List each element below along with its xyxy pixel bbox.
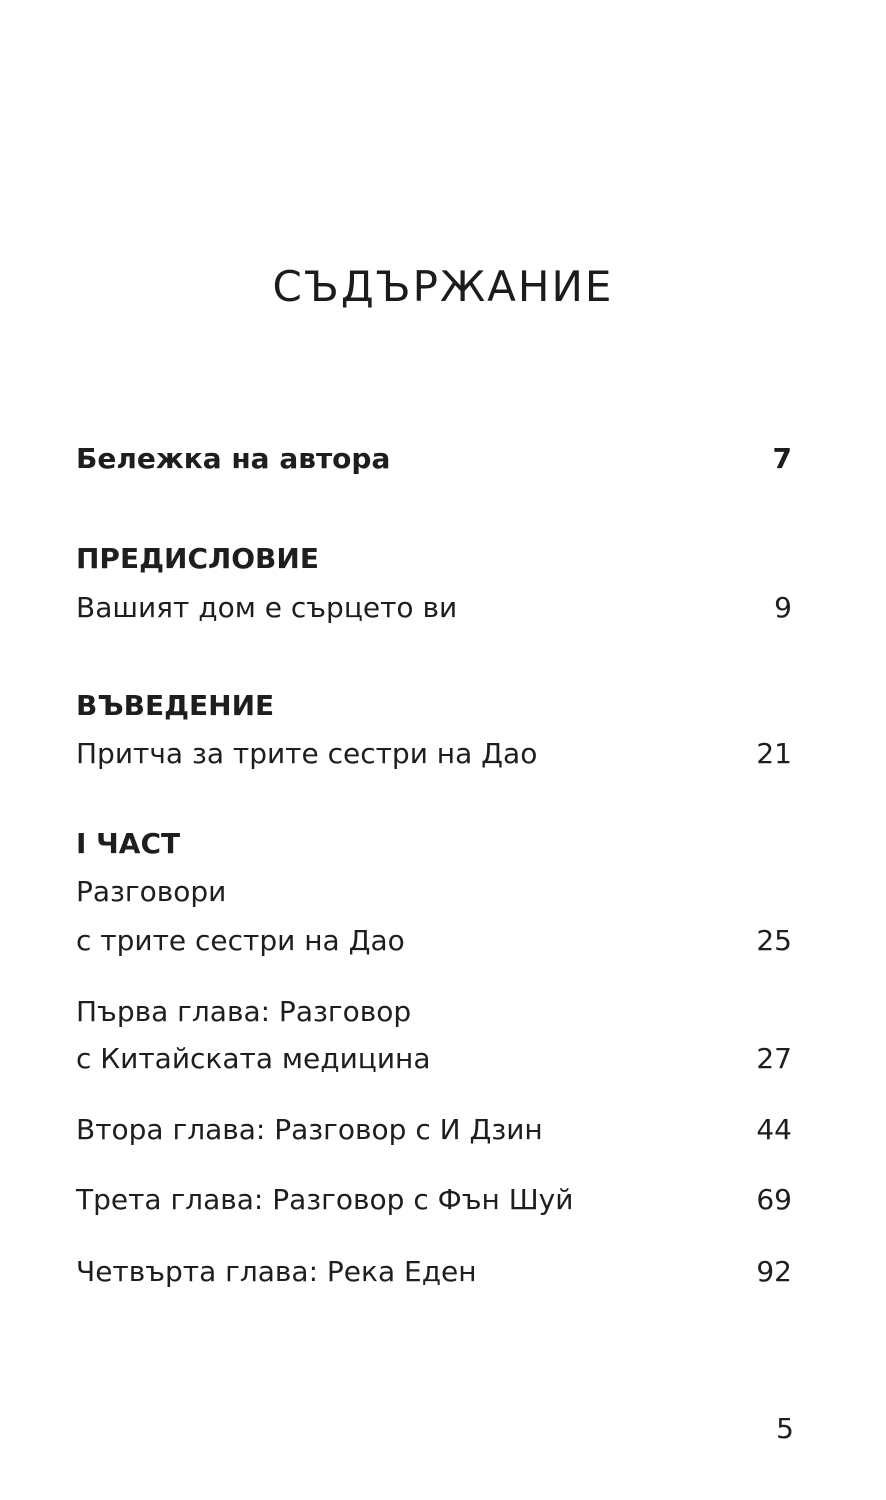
toc-entry-page: 7 xyxy=(772,442,792,475)
toc-entry-chapter-one-line1 xyxy=(76,994,792,1030)
toc-entry-conversations-line2 xyxy=(76,923,792,959)
toc-entry-page: 21 xyxy=(756,737,792,770)
toc-entry-label: Разговори xyxy=(76,875,227,908)
page-title: СЪДЪРЖАНИЕ xyxy=(272,262,614,311)
toc-entry-conversations-line1 xyxy=(76,874,792,910)
toc-section-heading-preface xyxy=(76,541,792,577)
toc-entry-chapter-one-line2 xyxy=(76,1041,792,1077)
toc-entry-page: 9 xyxy=(774,591,792,624)
page-number: 5 xyxy=(776,1412,794,1445)
toc-entry-page: 27 xyxy=(756,1042,792,1075)
toc-entry-chapter-four xyxy=(76,1254,792,1290)
toc-entry-label: Четвърта глава: Река Еден xyxy=(76,1255,477,1288)
toc-section-heading-introduction xyxy=(76,688,792,724)
toc-entry-page: 25 xyxy=(756,924,792,957)
toc-entry-label: Трета глава: Разговор с Фън Шуй xyxy=(76,1183,574,1216)
toc-entry-home-heart xyxy=(76,590,792,626)
toc-entry-label: Втора глава: Разговор с И Дзин xyxy=(76,1113,543,1146)
toc-entry-page: 92 xyxy=(756,1255,792,1288)
toc-entry-chapter-three xyxy=(76,1182,792,1218)
toc-entry-label: Притча за трите сестри на Дао xyxy=(76,737,538,770)
toc-entry-label: с трите сестри на Дао xyxy=(76,924,405,957)
toc-entry-label: с Китайската медицина xyxy=(76,1042,431,1075)
toc-entry-label: Първа глава: Разговор xyxy=(76,995,412,1028)
toc-entry-author-note xyxy=(76,441,792,477)
toc-entry-label: Бележка на автора xyxy=(76,442,391,475)
toc-entry-label: Вашият дом е сърцето ви xyxy=(76,591,458,624)
toc-entry-label: I ЧАСТ xyxy=(76,827,181,860)
toc-entry-page: 69 xyxy=(756,1183,792,1216)
toc-entry-parable xyxy=(76,736,792,772)
toc-entry-page: 44 xyxy=(756,1113,792,1146)
toc-entry-label: ВЪВЕДЕНИЕ xyxy=(76,689,275,722)
toc-entry-label: ПРЕДИСЛОВИЕ xyxy=(76,542,319,575)
toc-section-heading-part-one xyxy=(76,826,792,862)
toc-entry-chapter-two xyxy=(76,1112,792,1148)
